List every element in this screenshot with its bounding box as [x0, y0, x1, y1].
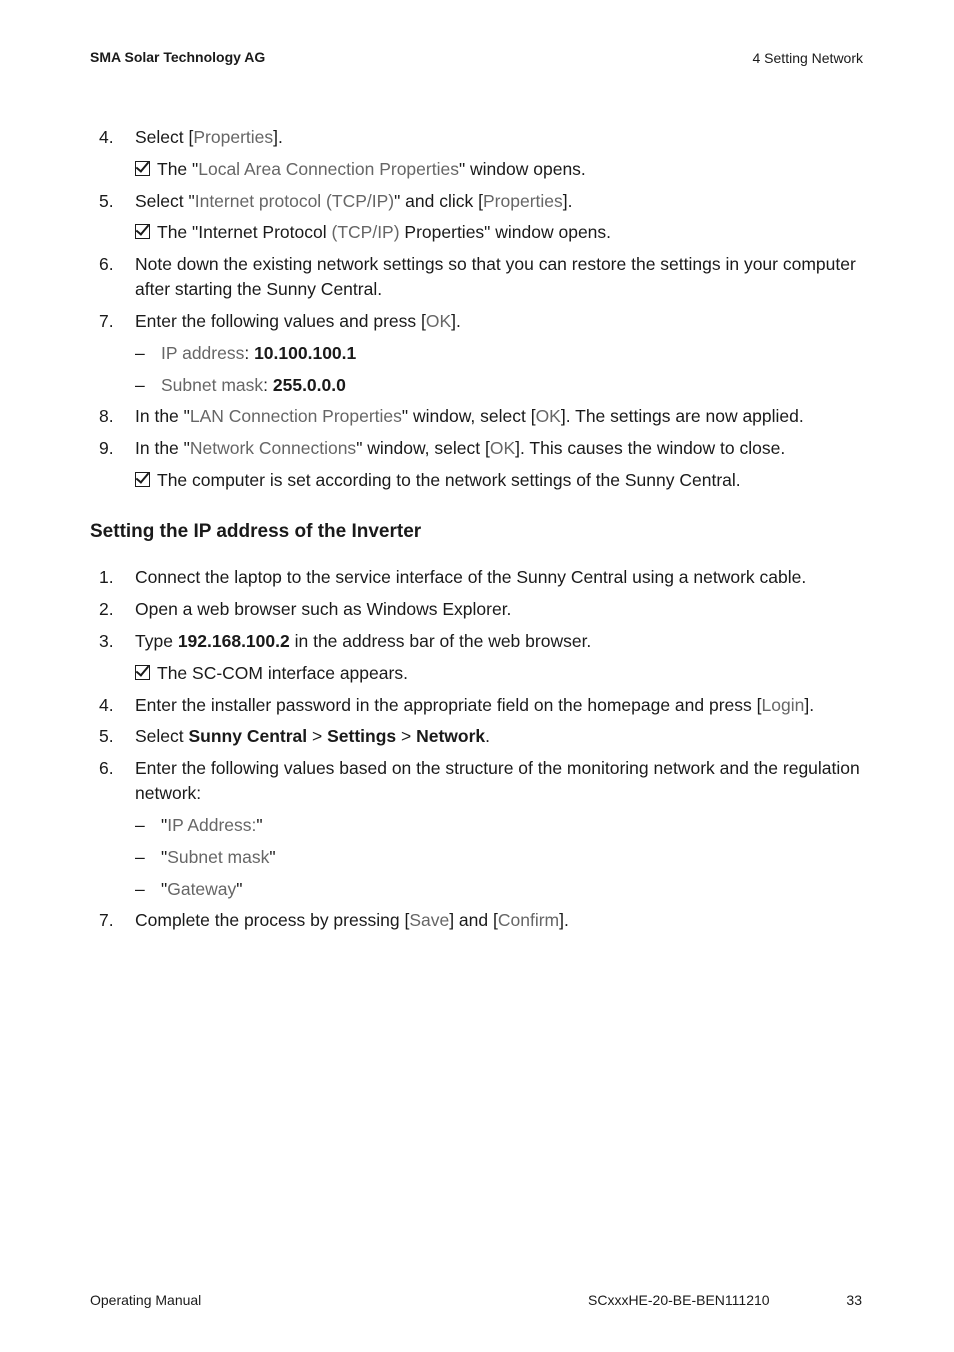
footer-doc-id: SCxxxHE-20-BE-BEN111210 — [588, 1292, 770, 1308]
step-number: 3. — [99, 631, 114, 651]
step-text: Enter the following values based on the structure of the monitoring network and the regulation — [135, 758, 860, 778]
step-text: Connect the laptop to the service interface of the Sunny Central using a network cable. — [135, 567, 807, 587]
section-heading: Setting the IP address of the Inverter — [90, 521, 422, 542]
step-text: In the "LAN Connection Properties" window, select [OK]. The settings are now applied. — [135, 406, 804, 426]
step-number: 7. — [99, 311, 114, 331]
sub-item: – IP address: 10.100.100.1 — [135, 343, 357, 363]
sub-item: – "Subnet mask" — [135, 847, 276, 867]
step-result: The "Local Area Connection Properties" window opens. — [135, 157, 586, 182]
checkbox-icon — [135, 472, 150, 487]
step-text-cont: network: — [135, 783, 202, 803]
step-result: The computer is set according to the network settings of the Sunny Central. — [135, 468, 741, 493]
step-text: Type 192.168.100.2 in the address bar of the web browser. — [135, 631, 592, 651]
step-number: 6. — [99, 758, 114, 778]
footer-manual: Operating Manual — [90, 1292, 202, 1308]
step-text: Enter the installer password in the appropriate field on the homepage and press [Login]. — [135, 695, 815, 715]
sub-item: – "Gateway" — [135, 879, 243, 899]
footer-page-number: 33 — [846, 1292, 862, 1308]
step-number: 9. — [99, 438, 114, 458]
sub-item: – Subnet mask: 255.0.0.0 — [135, 375, 346, 395]
checkbox-icon — [135, 224, 150, 239]
checkbox-icon — [135, 665, 150, 680]
step-number: 7. — [99, 910, 114, 930]
step-result: The "Internet Protocol (TCP/IP) Properties" window opens. — [135, 220, 611, 245]
sub-item: – "IP Address:" — [135, 815, 263, 835]
step-text: Select [Properties]. — [135, 127, 283, 147]
step-text: Open a web browser such as Windows Explorer. — [135, 599, 512, 619]
step-result: The SC-COM interface appears. — [135, 661, 408, 686]
step-number: 4. — [99, 127, 114, 147]
step-number: 2. — [99, 599, 114, 619]
step-text: Note down the existing network settings so that you can restore the settings in your computer — [135, 254, 856, 274]
step-number: 5. — [99, 726, 114, 746]
step-number: 6. — [99, 254, 114, 274]
step-text-cont: after starting the Sunny Central. — [135, 279, 383, 299]
step-number: 8. — [99, 406, 114, 426]
step-text: Complete the process by pressing [Save] and [Confirm]. — [135, 910, 569, 930]
step-text: In the "Network Connections" window, select [OK]. This causes the window to close. — [135, 438, 786, 458]
step-text: Select "Internet protocol (TCP/IP)" and click [Properties]. — [135, 191, 573, 211]
step-number: 5. — [99, 191, 114, 211]
header-company: SMA Solar Technology AG — [90, 49, 266, 65]
checkbox-icon — [135, 161, 150, 176]
step-text: Enter the following values and press [OK]. — [135, 311, 461, 331]
header-section: 4 Setting Network — [752, 50, 863, 66]
step-text: Select Sunny Central > Settings > Network. — [135, 726, 491, 746]
step-number: 4. — [99, 695, 114, 715]
step-number: 1. — [99, 567, 114, 587]
